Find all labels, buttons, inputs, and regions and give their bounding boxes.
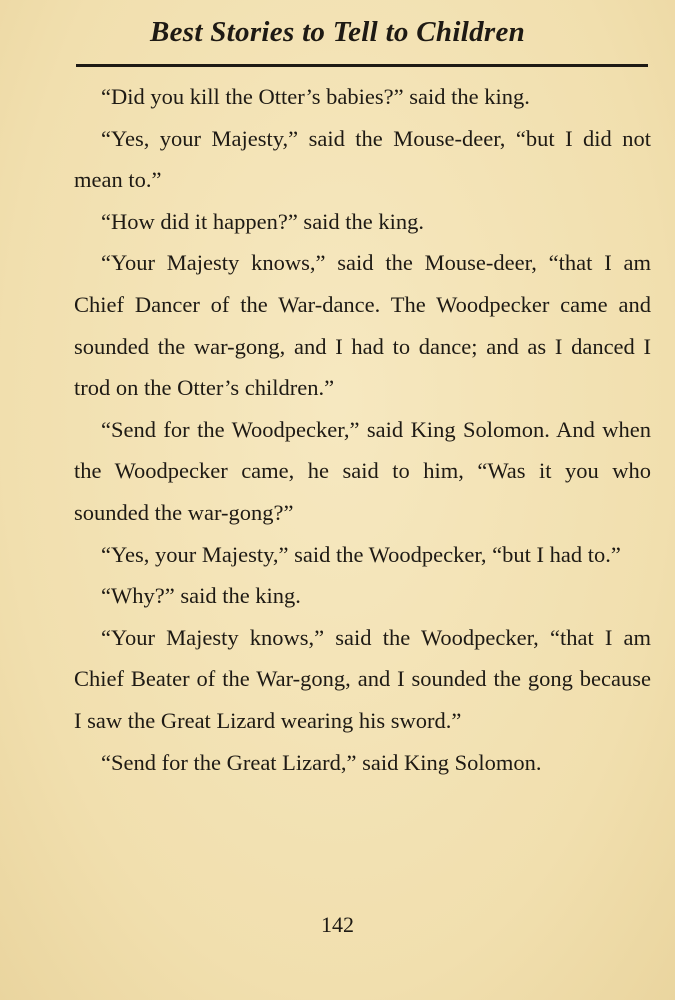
paragraph: “Yes, your Majesty,” said the Mouse-deer, “but I did not mean to.” — [74, 125, 651, 193]
body-text — [74, 76, 651, 783]
paragraph: “Did you kill the Otter’s babies?” said the king. — [101, 84, 530, 109]
paragraph: “Yes, your Majesty,” said the Woodpecker, “but I had to.” — [101, 541, 621, 567]
page-number: 142 — [321, 912, 354, 937]
paragraph: “Why?” said the king. — [101, 583, 301, 609]
paragraph: “How did it happen?” said the king. — [101, 208, 425, 234]
paragraph: “Your Majesty knows,” said the Woodpecker, “that I am Chief Beater of the War-gong, and I sounded the gong because I saw the Great Lizard wearing his sword.” — [74, 624, 651, 733]
paragraph: “Send for the Great Lizard,” said King Solomon. — [101, 749, 542, 775]
paragraph: “Your Majesty knows,” said the Mouse-deer, “that I am Chief Dancer of the War-dance. The Woodpecker came and sounded the war-gong, and I had to dance; and as I danced I trod on the Otter’s children.” — [74, 250, 651, 401]
header-rule — [76, 64, 648, 67]
running-head: Best Stories to Tell to Children — [149, 16, 526, 48]
paragraph: “Send for the Woodpecker,” said King Solomon. And when the Woodpecker came, he said to him, “Was it you who sounded the war-gong?” — [74, 416, 651, 525]
